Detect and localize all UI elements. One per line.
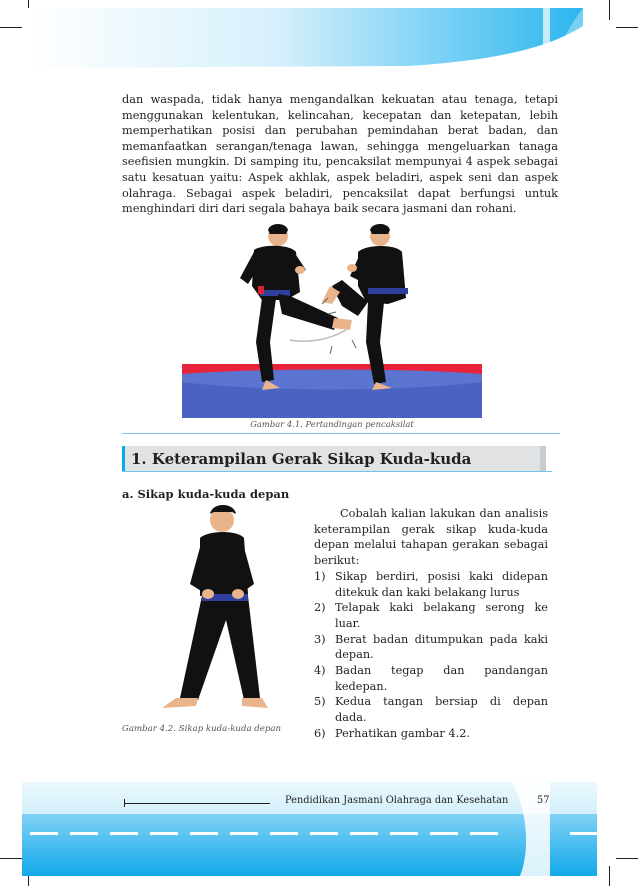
subsection-title: a. Sikap kuda-kuda depan [122, 487, 290, 501]
intro-paragraph: Cobalah kalian lakukan dan analisis keterampilan gerak sikap kuda-kuda depan melalui tahapan gerakan sebagai berikut: [314, 507, 548, 568]
step-number: 3) [314, 632, 326, 646]
crop-mark [616, 27, 638, 28]
crop-mark [0, 858, 22, 859]
figure-stance-illustration [150, 502, 270, 718]
footer-rule [124, 803, 270, 804]
step-number: 6) [314, 726, 326, 740]
body-paragraph: dan waspada, tidak hanya mengandalkan kekuatan atau tenaga, tetapi menggunakan kelentukan, kelincahan, kecepatan dan ketepatan, lebih memperhatikan posisi dan perubahan pemindahan berat badan, dan memanfaatkan serangan/tenaga lawan, sehingga mengeluarkan tanaga seefisien mungkin. Di samping itu, pencaksilat mempunyai 4 aspek sebagai satu kesatuan yaitu: Aspek akhlak, aspek beladiri, aspek seni dan aspek olahraga. Sebagai aspek beladiri, pencaksilat dapat berfungsi untuk menghindari diri dari segala bahaya baik secara jasmani dan rohani. [122, 93, 558, 216]
section-title: 1. Keterampilan Gerak Sikap Kuda-kuda [131, 450, 472, 468]
steps-list [314, 569, 548, 742]
step-text: Sikap berdiri, posisi kaki didepan ditekuk dan kaki belakang lurus [335, 569, 548, 599]
step-number: 2) [314, 601, 326, 615]
page-number: 57 [537, 795, 550, 806]
figure2-caption: Gambar 4.2. Sikap kuda-kuda depan [122, 724, 282, 734]
figure1-caption: Gambar 4.1. Pertandingan pencaksilat [250, 419, 414, 429]
step-text: Perhatikan gambar 4.2. [335, 726, 470, 740]
list-item [314, 726, 548, 742]
list-item [314, 600, 548, 631]
list-item [314, 694, 548, 725]
step-text: Telapak kaki belakang serong ke luar. [335, 601, 548, 630]
crop-mark [609, 0, 610, 20]
step-text: Berat badan ditumpukan pada kaki depan. [335, 632, 548, 662]
section-heading-shadow [540, 446, 546, 471]
section-underline [122, 471, 552, 472]
list-item [314, 663, 548, 694]
crop-mark [609, 866, 610, 886]
figure-sparring-photo [182, 222, 482, 418]
step-text: Badan tegap dan pandangan kedepan. [335, 664, 548, 693]
step-text: Kedua tangan bersiap di depan dada. [335, 695, 548, 725]
step-number: 1) [314, 569, 326, 583]
crop-mark [616, 858, 638, 859]
list-item [314, 632, 548, 663]
instructions-column [314, 506, 548, 742]
caption-divider [122, 433, 560, 434]
section-heading-box [122, 446, 540, 471]
footer-book-title: Pendidikan Jasmani Olahraga dan Kesehatan [285, 795, 509, 806]
step-number: 5) [314, 695, 326, 709]
header-band [28, 8, 583, 68]
list-item [314, 569, 548, 600]
step-number: 4) [314, 664, 326, 678]
crop-mark [0, 27, 22, 28]
